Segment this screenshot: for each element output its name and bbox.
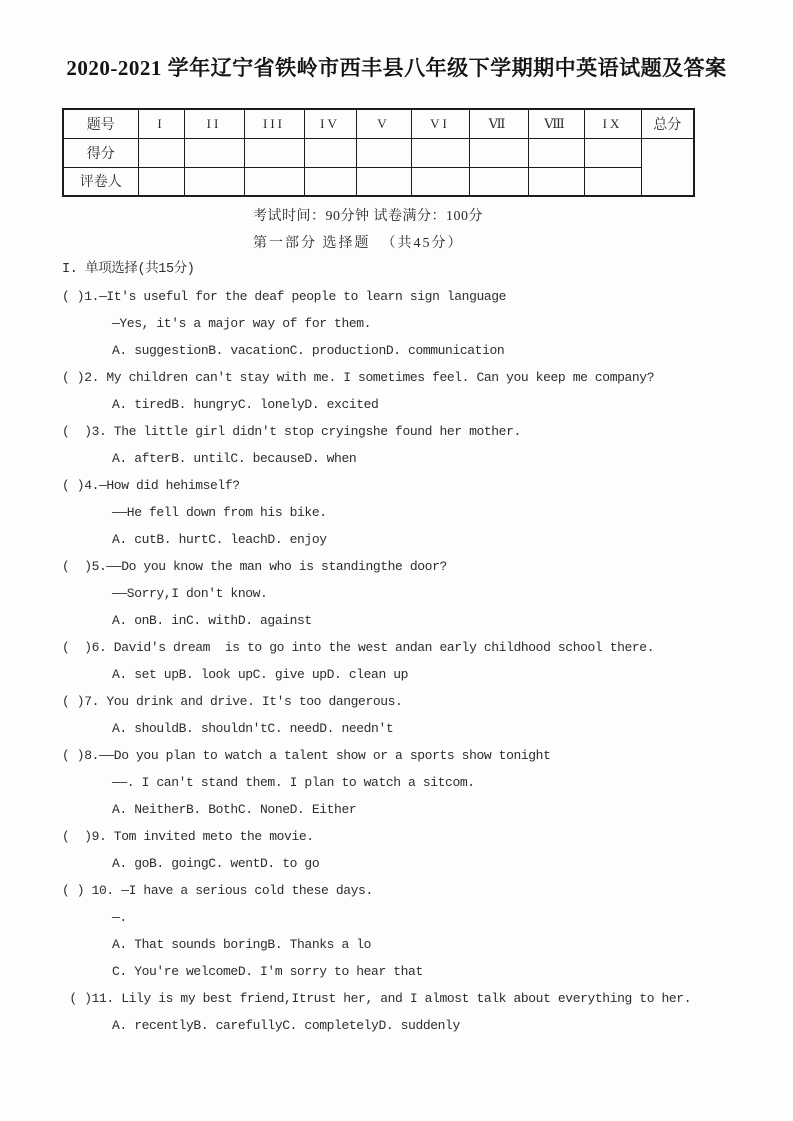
- grader-cell: [304, 167, 356, 196]
- question-options: A. recentlyB. carefullyC. completelyD. suddenly: [112, 1018, 460, 1033]
- question-5: [62, 553, 777, 634]
- grader-cell: [528, 167, 584, 196]
- question-options: A. afterB. untilC. becauseD. when: [112, 451, 357, 466]
- question-options-ab: A. That sounds boringB. Thanks a lo: [112, 937, 372, 952]
- page-title: 2020-2021 学年辽宁省铁岭市西丰县八年级下学期期中英语试题及答案: [66, 56, 727, 80]
- header-section-3: III: [244, 109, 304, 138]
- question-stem: ( )5.——Do you know the man who is standingthe door?: [62, 559, 447, 574]
- score-table: [62, 108, 695, 197]
- question-options: A. set upB. look upC. give upD. clean up: [112, 667, 409, 682]
- total-score-cell: [641, 138, 694, 196]
- header-section-5: V: [356, 109, 411, 138]
- score-table-header-row: [63, 109, 694, 138]
- exam-info: 考试时间：90分钟 试卷满分：100分: [253, 209, 483, 224]
- question-stem: ( )7. You drink and drive. It's too dangerous.: [62, 694, 403, 709]
- question-stem: ( )4.—How did hehimself?: [62, 478, 240, 493]
- header-total-score: 总分: [641, 109, 694, 138]
- question-options: A. onB. inC. withD. against: [112, 613, 312, 628]
- question-stem: ( )2. My children can't stay with me. I sometimes feel. Can you keep me company?: [62, 370, 655, 385]
- question-stem: ( )3. The little girl didn't stop cryingshe found her mother.: [62, 424, 521, 439]
- header-section-4: IV: [304, 109, 356, 138]
- question-1: [62, 283, 777, 364]
- score-row-label: 得分: [63, 138, 138, 167]
- score-cell: [304, 138, 356, 167]
- question-7: [62, 688, 777, 742]
- score-cell: [469, 138, 528, 167]
- grader-cell: [469, 167, 528, 196]
- grader-cell: [584, 167, 641, 196]
- header-section-7: Ⅶ: [469, 109, 528, 138]
- question-reply: ——. I can't stand them. I plan to watch a sitcom.: [112, 775, 475, 790]
- question-reply: —.: [112, 910, 127, 925]
- question-stem: ( )1.—It's useful for the deaf people to learn sign language: [62, 289, 507, 304]
- grader-cell: [411, 167, 469, 196]
- question-6: [62, 634, 777, 688]
- grader-cell: [356, 167, 411, 196]
- score-row: [63, 138, 694, 167]
- header-section-9: IX: [584, 109, 641, 138]
- score-cell: [244, 138, 304, 167]
- question-3: [62, 418, 777, 472]
- question-stem: ( )11. Lily is my best friend,Itrust her, and I almost talk about everything to her.: [62, 991, 692, 1006]
- question-options: A. tiredB. hungryC. lonelyD. excited: [112, 397, 379, 412]
- score-cell: [528, 138, 584, 167]
- question-options: A. shouldB. shouldn'tC. needD. needn't: [112, 721, 394, 736]
- score-cell: [411, 138, 469, 167]
- question-reply: ——Sorry,I don't know.: [112, 586, 268, 601]
- score-cell: [584, 138, 641, 167]
- question-9: [62, 823, 777, 877]
- question-stem: ( )9. Tom invited meto the movie.: [62, 829, 314, 844]
- header-question-number: 题号: [63, 109, 138, 138]
- question-8: [62, 742, 777, 823]
- score-cell: [356, 138, 411, 167]
- section-heading: 第一部分 选择题 （共45分）: [253, 236, 464, 251]
- header-section-2: II: [184, 109, 244, 138]
- question-stem: ( ) 10. —I have a serious cold these days.: [62, 883, 373, 898]
- part1-heading: I. 单项选择(共15分): [62, 262, 195, 277]
- question-2: [62, 364, 777, 418]
- question-options: A. cutB. hurtC. leachD. enjoy: [112, 532, 327, 547]
- question-4: [62, 472, 777, 553]
- question-reply: ——He fell down from his bike.: [112, 505, 327, 520]
- question-reply: —Yes, it's a major way of for them.: [112, 316, 372, 331]
- grader-row: [63, 167, 694, 196]
- grader-cell: [138, 167, 184, 196]
- grader-row-label: 评卷人: [63, 167, 138, 196]
- question-stem: ( )6. David's dream is to go into the west andan early childhood school there.: [62, 640, 655, 655]
- score-cell: [184, 138, 244, 167]
- question-stem: ( )8.——Do you plan to watch a talent show or a sports show tonight: [62, 748, 551, 763]
- grader-cell: [244, 167, 304, 196]
- question-10: [62, 877, 777, 985]
- header-section-8: Ⅷ: [528, 109, 584, 138]
- score-cell: [138, 138, 184, 167]
- grader-cell: [184, 167, 244, 196]
- question-options: A. NeitherB. BothC. NoneD. Either: [112, 802, 357, 817]
- question-list: [62, 256, 777, 1039]
- question-options: A. goB. goingC. wentD. to go: [112, 856, 320, 871]
- question-options: A. suggestionB. vacationC. productionD. communication: [112, 343, 505, 358]
- header-section-6: VI: [411, 109, 469, 138]
- question-options-cd: C. You're welcomeD. I'm sorry to hear that: [112, 964, 423, 979]
- header-section-1: I: [138, 109, 184, 138]
- question-11: [62, 985, 777, 1039]
